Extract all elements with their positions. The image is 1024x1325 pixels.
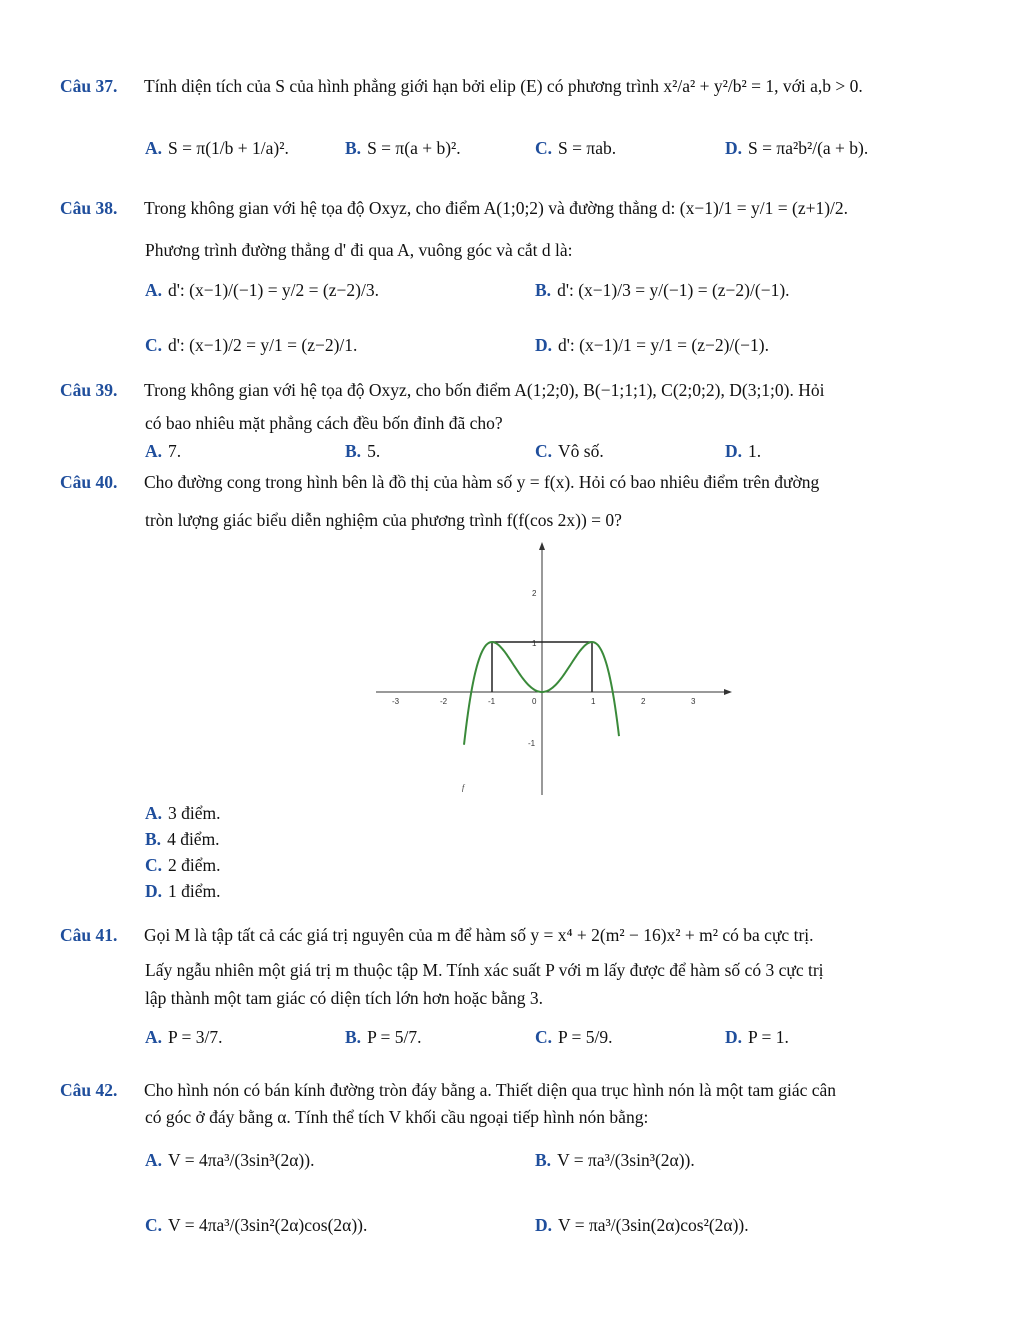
option-a: A. V = 4πa³/(3sin³(2α)). xyxy=(145,1150,315,1170)
question-text: Tính diện tích của S của hình phẳng giới hạn bởi elip (E) có phương trình x²/a² + y²/b² = 1, với a,b > 0. xyxy=(144,76,863,96)
x-tick-label: 3 xyxy=(691,697,696,706)
question-text: Trong không gian với hệ tọa độ Oxyz, cho điểm A(1;0;2) và đường thẳng d: (x−1)/1 = y/1 = (z+1)/2. xyxy=(144,198,849,218)
option-a: A. d': (x−1)/(−1) = y/2 = (z−2)/3. xyxy=(145,280,379,300)
curve-label: f xyxy=(462,783,465,792)
question-number: Câu 39. xyxy=(60,380,118,400)
option-a: A. P = 3/7. xyxy=(145,1027,223,1047)
question-42 xyxy=(60,1080,966,1101)
option-d: D. S = πa²b²/(a + b). xyxy=(725,138,869,158)
question-number: Câu 37. xyxy=(60,76,118,96)
x-tick-label: 0 xyxy=(532,697,537,706)
question-37 xyxy=(60,76,966,97)
option-d: D. 1. xyxy=(725,441,762,461)
x-tick-label: -1 xyxy=(488,697,496,706)
question-41 xyxy=(60,925,966,946)
question-number: Câu 40. xyxy=(60,472,118,492)
y-axis-arrow-icon xyxy=(539,542,545,550)
question-number: Câu 42. xyxy=(60,1080,118,1100)
x-tick-label: -2 xyxy=(440,697,448,706)
option-c: C. S = πab. xyxy=(535,138,617,158)
question-text-line2: có góc ở đáy bằng α. Tính thể tích V khối cầu ngoại tiếp hình nón bằng: xyxy=(145,1107,649,1127)
option-c: C. Vô số. xyxy=(535,441,604,461)
y-tick-label: 1 xyxy=(532,639,537,648)
x-axis-arrow-icon xyxy=(724,689,732,695)
option-b: B. 4 điểm. xyxy=(145,829,220,849)
option-d: D. P = 1. xyxy=(725,1027,789,1047)
option-c: C. V = 4πa³/(3sin²(2α)cos(2α)). xyxy=(145,1215,368,1235)
option-a: A. S = π(1/b + 1/a)². xyxy=(145,138,289,158)
option-c: C. 2 điểm. xyxy=(145,855,221,875)
y-tick-label: 2 xyxy=(532,589,537,598)
question-40 xyxy=(60,472,966,493)
question-text: Trong không gian với hệ tọa độ Oxyz, cho bốn điểm A(1;2;0), B(−1;1;1), C(2;0;2), D(3;1;0). Hỏi xyxy=(144,380,825,400)
x-tick-label: -3 xyxy=(392,697,400,706)
option-b: B. P = 5/7. xyxy=(345,1027,422,1047)
function-graph xyxy=(372,540,736,798)
option-d: D. 1 điểm. xyxy=(145,881,221,901)
y-tick-label: -1 xyxy=(528,739,536,748)
option-d: D. d': (x−1)/1 = y/1 = (z−2)/(−1). xyxy=(535,335,769,355)
question-text-line2: Lấy ngẫu nhiên một giá trị m thuộc tập M. Tính xác suất P với m lấy được để hàm số có 3 cực trị xyxy=(145,960,824,980)
question-text-line2: có bao nhiêu mặt phẳng cách đều bốn đỉnh đã cho? xyxy=(145,413,503,433)
option-c: C. d': (x−1)/2 = y/1 = (z−2)/1. xyxy=(145,335,358,355)
question-number: Câu 38. xyxy=(60,198,118,218)
option-b: B. d': (x−1)/3 = y/(−1) = (z−2)/(−1). xyxy=(535,280,790,300)
question-number: Câu 41. xyxy=(60,925,118,945)
option-b: B. S = π(a + b)². xyxy=(345,138,461,158)
question-39 xyxy=(60,380,966,401)
question-text-line2: tròn lượng giác biểu diễn nghiệm của phương trình f(f(cos 2x)) = 0? xyxy=(145,510,622,530)
question-text: Cho hình nón có bán kính đường tròn đáy bằng a. Thiết diện qua trục hình nón là một tam giác cân xyxy=(144,1080,837,1100)
question-text: Gọi M là tập tất cả các giá trị nguyên của m để hàm số y = x⁴ + 2(m² − 16)x² + m² có ba cực trị. xyxy=(144,925,814,945)
x-tick-label: 1 xyxy=(591,697,596,706)
option-c: C. P = 5/9. xyxy=(535,1027,613,1047)
question-text-line2: Phương trình đường thẳng d' đi qua A, vuông góc và cắt d là: xyxy=(145,240,573,260)
option-b: B. V = πa³/(3sin³(2α)). xyxy=(535,1150,695,1170)
x-tick-label: 2 xyxy=(641,697,646,706)
question-38 xyxy=(60,198,966,219)
option-b: B. 5. xyxy=(345,441,381,461)
option-a: A. 3 điểm. xyxy=(145,803,221,823)
question-text: Cho đường cong trong hình bên là đồ thị của hàm số y = f(x). Hỏi có bao nhiêu điểm trên đường xyxy=(144,472,820,492)
option-a: A. 7. xyxy=(145,441,182,461)
option-d: D. V = πa³/(3sin(2α)cos²(2α)). xyxy=(535,1215,749,1235)
question-text-line3: lập thành một tam giác có diện tích lớn hơn hoặc bằng 3. xyxy=(145,988,544,1008)
